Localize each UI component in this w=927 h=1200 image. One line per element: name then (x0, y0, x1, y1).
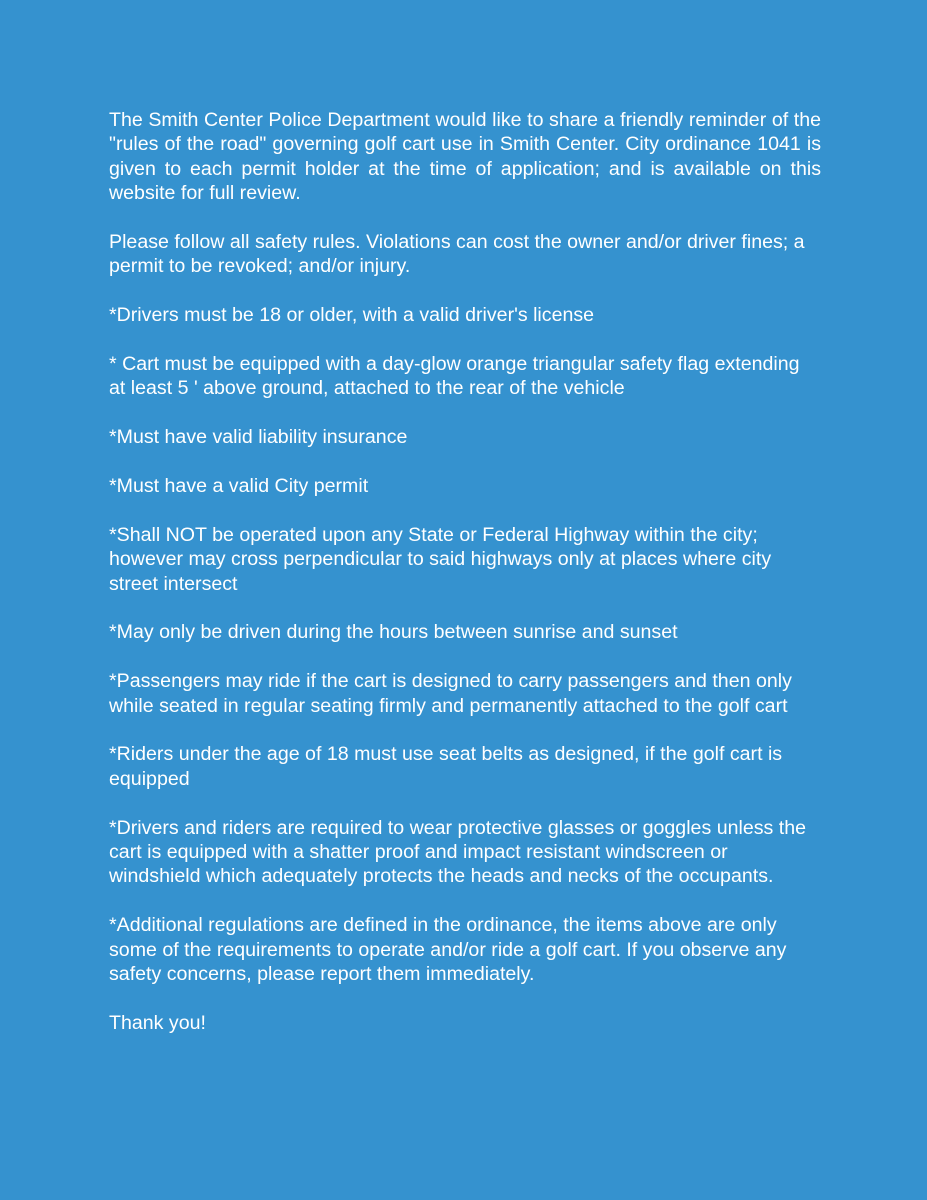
closing-line: Thank you! (109, 1011, 206, 1034)
document-body (109, 108, 821, 1060)
rule-safety-flag: * Cart must be equipped with a day-glow orange triangular safety flag extending at least 5 ' above ground, attached to the rear of the vehicle (109, 353, 800, 400)
rule-seat-belts: *Riders under the age of 18 must use seat belts as designed, if the golf cart is equipped (109, 743, 783, 790)
rule-driver-age: *Drivers must be 18 or older, with a valid driver's license (109, 304, 595, 327)
rule-daylight-hours: *May only be driven during the hours between sunrise and sunset (109, 621, 678, 644)
intro-paragraph: The Smith Center Police Department would like to share a friendly reminder of the "rules of the road" governing golf cart use in Smith Center. City ordinance 1041 is given to each permit holder at the time of application; and is available on this website for full review. (109, 109, 821, 205)
rule-city-permit: *Must have a valid City permit (109, 475, 369, 498)
rule-highway-restriction: *Shall NOT be operated upon any State or Federal Highway within the city; however may cross perpendicular to said highways only at places where city street intersect (109, 523, 772, 595)
rule-passengers: *Passengers may ride if the cart is designed to carry passengers and then only while seated in regular seating firmly and permanently attached to the golf cart (109, 670, 792, 717)
rule-liability-insurance: *Must have valid liability insurance (109, 426, 408, 449)
rule-eye-protection: *Drivers and riders are required to wear protective glasses or goggles unless the cart is equipped with a shatter proof and impact resistant windscreen or windshield which adequately protects the heads and necks of the occupants. (109, 816, 807, 888)
rule-additional-regulations: *Additional regulations are defined in the ordinance, the items above are only some of the requirements to operate and/or ride a golf cart. If you observe any safety concerns, please report them immediately. (109, 914, 787, 986)
safety-notice-paragraph: Please follow all safety rules. Violations can cost the owner and/or driver fines; a permit to be revoked; and/or injury. (109, 231, 805, 278)
